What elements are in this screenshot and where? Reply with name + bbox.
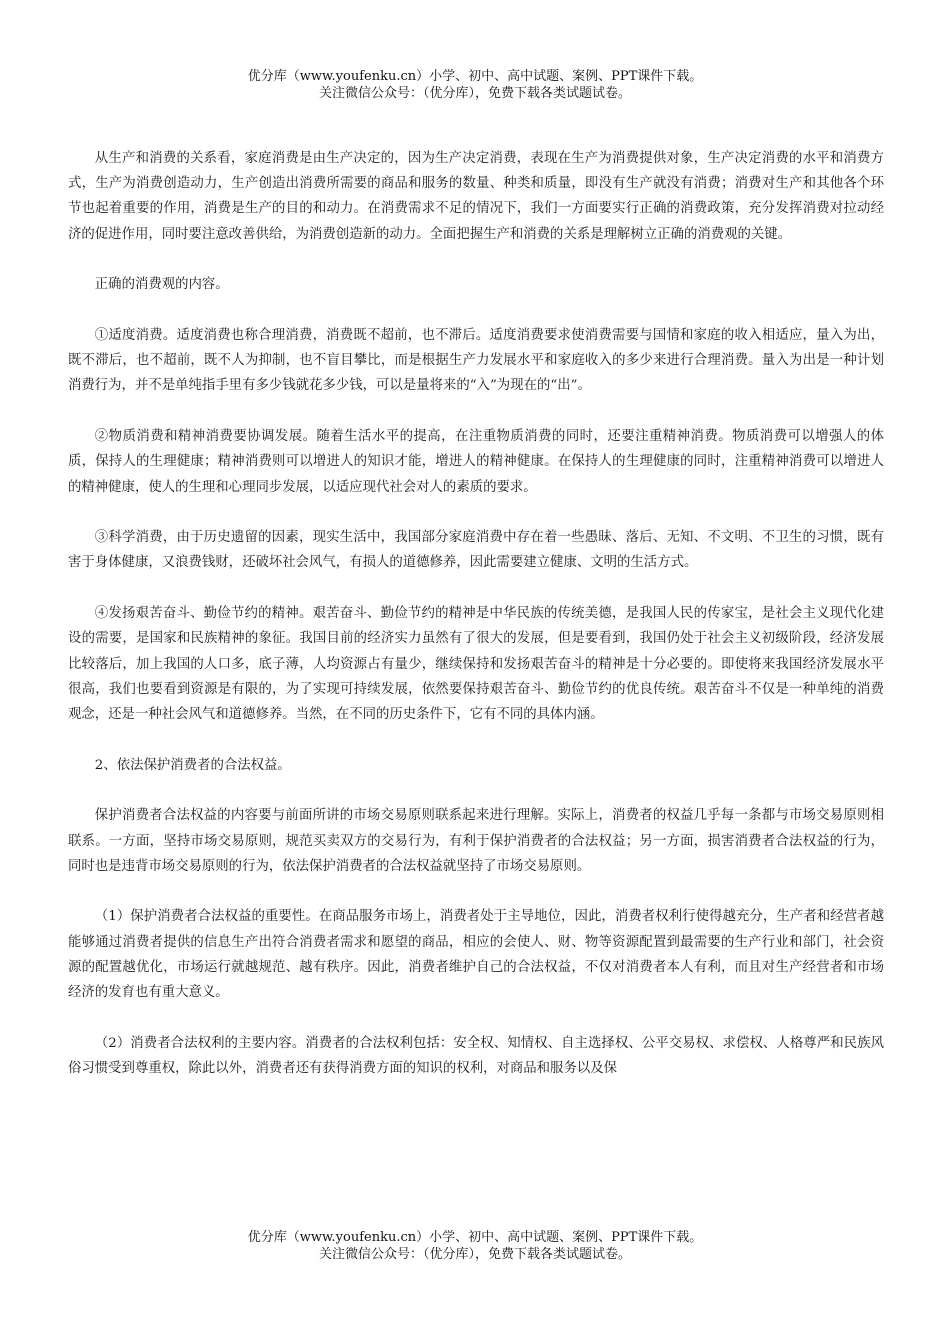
footer-line-2: 关注微信公众号：（优分库），免费下载各类试题试卷。: [318, 1247, 631, 1262]
page-footer: [0, 1229, 950, 1263]
paragraph-hard-work-thrift: ④发扬艰苦奋斗、勤俭节约的精神。艰苦奋斗、勤俭节约的精神是中华民族的传统美德，是我国人民的传家宝，是社会主义现代化建设的需要，是国家和民族精神的象征。我国目前的经济实力虽然有了很大的发展，但是要看到，我国仍处于社会主义初级阶段，经济发展比较落后，加上我国的人口多，底子薄，人均资源占有量少，继续保持和发扬艰苦奋斗的精神是十分必要的。即使将来我国经济发展水平很高，我们也要看到资源是有限的，为了实现可持续发展，依然要保持艰苦奋斗、勤俭节约的优良传统。艰苦奋斗不仅是一种单纯的消费观念，还是一种社会风气和道德修养。当然，在不同的历史条件下，它有不同的具体内涵。: [68, 606, 884, 722]
paragraph-material-spiritual: ②物质消费和精神消费要协调发展。随着生活水平的提高，在注重物质消费的同时，还要注重精神消费。物质消费可以增强人的体质，保持人的生理健康；精神消费则可以增进人的知识才能，增进人的精神健康。在保持人的生理健康的同时，注重精神消费可以增进人的精神健康，使人的生理和心理同步发展，以适应现代社会对人的素质的要求。: [68, 429, 884, 495]
paragraph-scientific-consumption: ③科学消费，由于历史遗留的因素，现实生活中，我国部分家庭消费中存在着一些愚昧、落后、无知、不文明、不卫生的习惯，既有害于身体健康，又浪费钱财，还破坏社会风气，有损人的道德修养，因此需要建立健康、文明的生活方式。: [68, 530, 884, 571]
paragraph-heading-correct-consumption: 正确的消费观的内容。: [94, 277, 229, 293]
document-body: [68, 146, 884, 1107]
header-line-1: 优分库（www.youfenku.cn）小学、初中、高中试题、案例、PPT课件下载。: [247, 69, 703, 84]
page-header: [0, 68, 950, 102]
paragraph-market-principles: 保护消费者合法权益的内容要与前面所讲的市场交易原则联系起来进行理解。实际上，消费者的权益几乎每一条都与市场交易原则相联系。一方面，坚持市场交易原则，规范买卖双方的交易行为，有利于保护消费者的合法权益；另一方面，损害消费者合法权益的行为，同时也是违背市场交易原则的行为，依法保护消费者的合法权益就坚持了市场交易原则。: [68, 808, 884, 874]
header-line-2: 关注微信公众号：（优分库），免费下载各类试题试卷。: [318, 86, 631, 101]
paragraph-rights-content: （2）消费者合法权利的主要内容。消费者的合法权利包括：安全权、知情权、自主选择权、公平交易权、求偿权、人格尊严和民族风俗习惯受到尊重权，除此以外，消费者还有获得消费方面的知识的权利，对商品和服务以及保: [68, 1035, 884, 1076]
paragraph-moderate-consumption: ①适度消费。适度消费也称合理消费，消费既不超前，也不滞后。适度消费要求使消费需要与国情和家庭的收入相适应，量入为出，既不滞后，也不超前，既不人为抑制，也不盲目攀比，而是根据生产力发展水平和家庭收入的多少来进行合理消费。量入为出是一种计划消费行为，并不是单纯指手里有多少钱就花多少钱，可以是量将来的“入”为现在的“出”。: [68, 328, 884, 394]
paragraph-importance: （1）保护消费者合法权益的重要性。在商品服务市场上，消费者处于主导地位，因此，消费者权利行使得越充分，生产者和经营者越能够通过消费者提供的信息生产出符合消费者需求和愿望的商品，相应的会使人、财、物等资源配置到最需要的生产行业和部门，社会资源的配置越优化，市场运行就越规范、越有秩序。因此，消费者维护自己的合法权益，不仅对消费者本人有利，而且对生产经营者和市场经济的发育也有重大意义。: [68, 909, 884, 1001]
footer-line-1: 优分库（www.youfenku.cn）小学、初中、高中试题、案例、PPT课件下载。: [247, 1230, 703, 1245]
paragraph-production-consumption: 从生产和消费的关系看，家庭消费是由生产决定的，因为生产决定消费，表现在生产为消费提供对象，生产决定消费的水平和消费方式，生产为消费创造动力，生产创造出消费所需要的商品和服务的数量、种类和质量，即没有生产就没有消费；消费对生产和其他各个环节也起着重要的作用，消费是生产的目的和动力。在消费需求不足的情况下，我们一方面要实行正确的消费政策，充分发挥消费对拉动经济的促进作用，同时要注意改善供给，为消费创造新的动力。全面把握生产和消费的关系是理解树立正确的消费观的关键。: [68, 151, 884, 242]
paragraph-heading-consumer-rights: 2、依法保护消费者的合法权益。: [94, 757, 291, 773]
